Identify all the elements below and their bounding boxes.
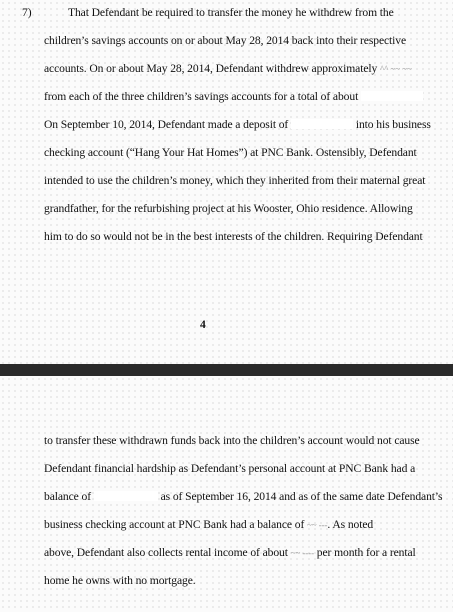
text-line-13-text-b: . As noted <box>327 518 374 531</box>
page-divider <box>0 364 453 376</box>
redacted-amount <box>361 91 423 101</box>
paragraph-number: 7) <box>22 6 32 19</box>
text-line-13-text: business checking account at PNC Bank had a balance of <box>44 518 305 531</box>
page-number: 4 <box>200 318 206 331</box>
text-line-10: to transfer these withdrawn funds back into the children’s account would not cause <box>44 434 420 447</box>
text-line-14-text-b: per month for a rental <box>316 546 416 559</box>
document-page-bottom <box>0 376 453 612</box>
redacted-amount <box>94 491 158 501</box>
redacted-amount <box>291 119 353 129</box>
text-line-1: That Defendant be required to transfer the money he withdrew from the <box>68 6 394 19</box>
text-line-14 <box>44 546 416 560</box>
text-line-2: children’s savings accounts on or about May 28, 2014 back into their respective <box>44 34 407 47</box>
text-line-11: Defendant financial hardship as Defendant’s personal account at PNC Bank had a <box>44 462 416 475</box>
text-line-8: grandfather, for the refurbishing project at his Wooster, Ohio residence. Allowing <box>44 202 413 215</box>
redaction-mark: ~~ ---- <box>290 548 314 558</box>
text-line-12-text-b: as of September 16, 2014 and as of the same date Defendant’s <box>160 490 443 503</box>
text-line-3-text: accounts. On or about May 28, 2014, Defendant withdrew approximately <box>44 62 378 75</box>
text-line-12-text: balance of <box>44 490 91 503</box>
redaction-mark: ~~ --- <box>307 520 328 530</box>
text-line-15: home he owns with no mortgage. <box>44 574 196 587</box>
text-line-7: intended to use the children’s money, which they inherited from their maternal great <box>44 174 426 187</box>
text-line-9: him to do so would not be in the best interests of the children. Requiring Defendant <box>44 230 423 243</box>
text-line-3 <box>44 62 412 76</box>
text-line-4 <box>44 90 423 103</box>
text-line-4-text: from each of the three children’s savings accounts for a total of about <box>44 90 359 103</box>
text-line-5-text: On September 10, 2014, Defendant made a deposit of <box>44 118 289 131</box>
text-line-12 <box>44 490 442 503</box>
redaction-mark: ^^ ~~ ~~ <box>380 64 412 74</box>
text-line-6: checking account (“Hang Your Hat Homes”) at PNC Bank. Ostensibly, Defendant <box>44 146 417 159</box>
text-line-5-text-b: into his business <box>355 118 431 131</box>
text-line-13 <box>44 518 373 532</box>
text-line-5 <box>44 118 431 131</box>
text-line-14-text: above, Defendant also collects rental income of about <box>44 546 288 559</box>
